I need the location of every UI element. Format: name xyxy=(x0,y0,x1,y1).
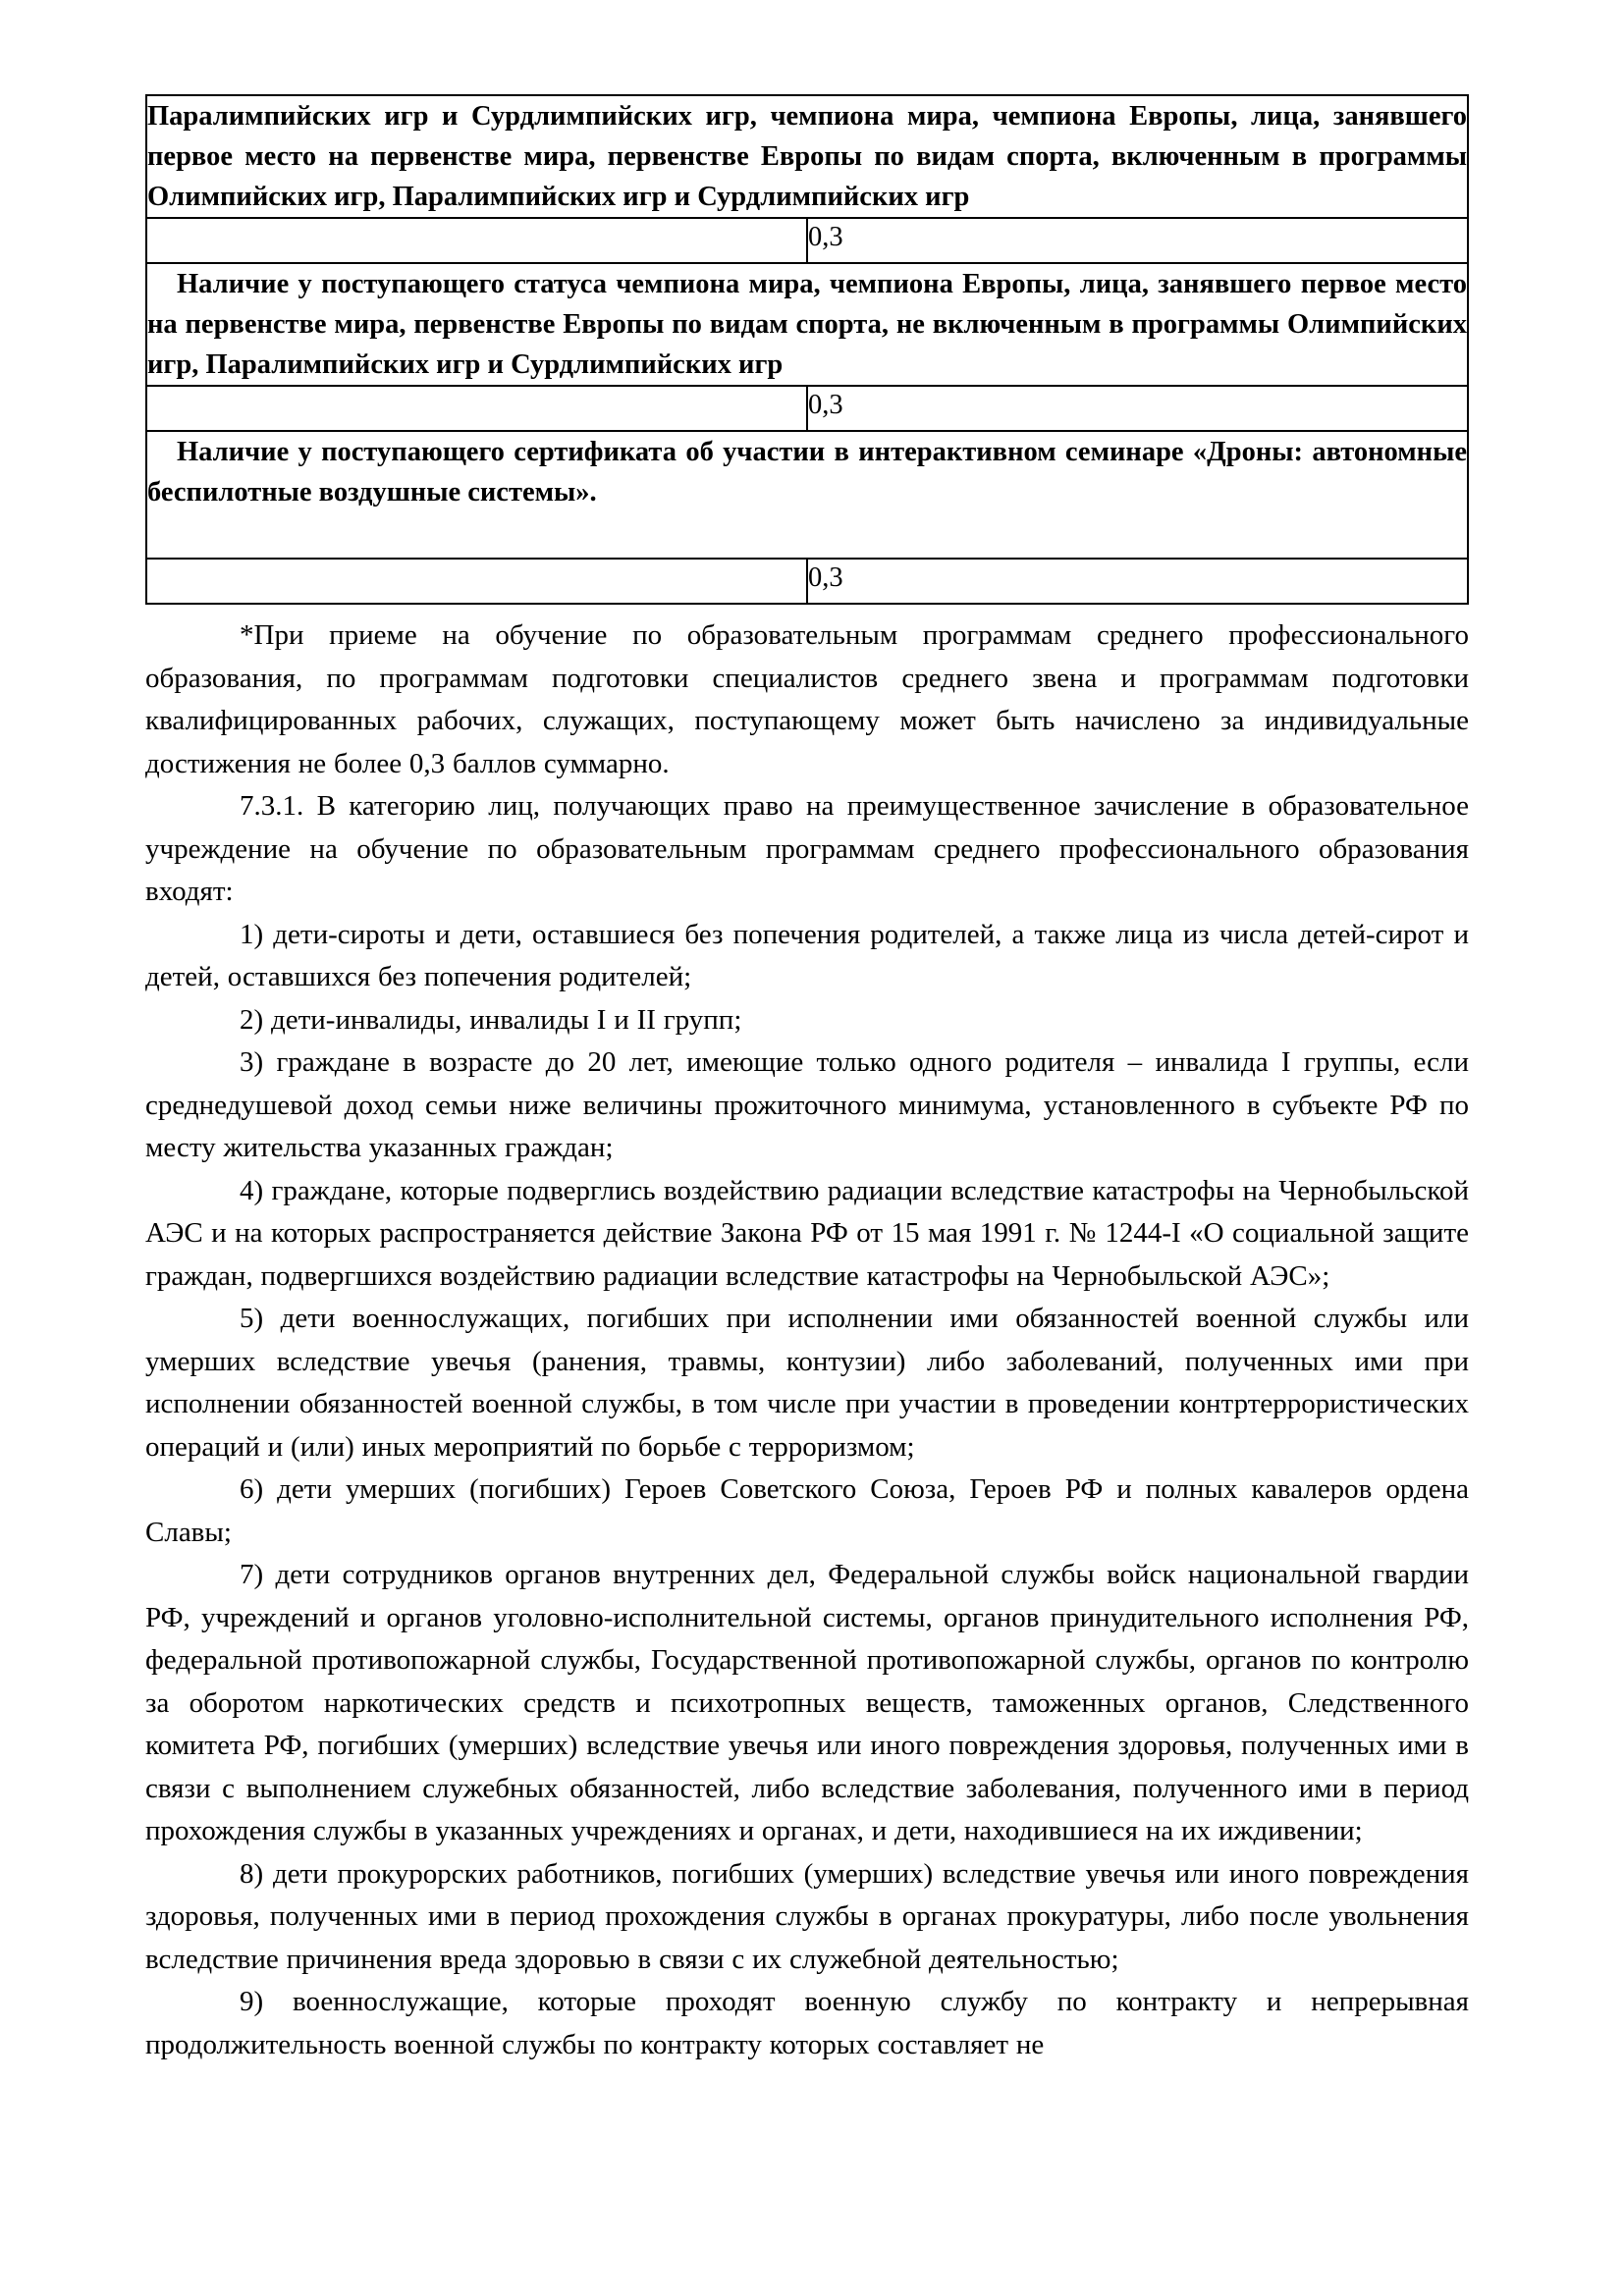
list-item-7: 7) дети сотрудников органов внутренних дел, Федеральной службы войск национальной гвардии РФ, учреждений и органов уголовно-исполнительной системы, органов принудительного исполнения РФ, федеральной противопожарной службы, Государственной противопожарной службы, органов по контролю за оборотом наркотических средств и психотропных веществ, таможенных органов, Следственного комитета РФ, погибших (умерших) вследствие увечья или иного повреждения здоровья, полученных ими в связи с выполнением служебных обязанностей, либо вследствие заболевания, полученного ими в период прохождения службы в указанных учреждениях и органах, и дети, находившиеся на их иждивении; xyxy=(145,1559,1469,1847)
criterion-cell-olympic-included: Паралимпийских игр и Сурдлимпийских игр, чемпиона мира, чемпиона Европы, лица, занявшего первое место на первенстве мира, первенстве Европы по видам спорта, включенным в программы Олимпийских игр, Паралимпийских игр и Сурдлимпийских игр xyxy=(146,95,1468,218)
list-item-5: 5) дети военнослужащих, погибших при исполнении ими обязанностей военной службы или умерших вследствие увечья (ранения, травмы, контузии) либо заболеваний, полученных ими при исполнении обязанностей военной службы, в том числе при участии в проведении контртеррористических операций и (или) иных мероприятий по борьбе с терроризмом; xyxy=(145,1303,1469,1463)
list-item-3: 3) граждане в возрасте до 20 лет, имеющие только одного родителя – инвалида I группы, если среднедушевой доход семьи ниже величины прожиточного минимума, установленного в субъекте РФ по месту жительства указанных граждан; xyxy=(145,1046,1469,1164)
table-row xyxy=(146,263,1468,386)
score-value-cell-3: 0,3 xyxy=(807,559,1468,604)
individual-achievements-scores-table xyxy=(145,94,1469,605)
table-row xyxy=(146,218,1468,263)
table-row xyxy=(146,431,1468,559)
paragraph-footnote-scoring-limit: *При приеме на обучение по образовательным программам среднего профессионального образования, по программам подготовки специалистов среднего звена и программам подготовки квалифицированных рабочих, служащих, поступающему может быть начислено за индивидуальные достижения не более 0,3 баллов суммарно. xyxy=(145,619,1469,779)
score-value-cell-2: 0,3 xyxy=(807,386,1468,431)
table-row xyxy=(146,95,1468,218)
list-item-9: 9) военнослужащие, которые проходят военную службу по контракту и непрерывная продолжительность военной службы по контракту которых составляет не xyxy=(145,1986,1469,2060)
score-empty-cell-1 xyxy=(146,218,807,263)
list-item-4: 4) граждане, которые подверглись воздействию радиации вследствие катастрофы на Чернобыльской АЭС и на которых распространяется действие Закона РФ от 15 мая 1991 г. № 1244-I «О социальной защите граждан, подвергшихся воздействию радиации вследствие катастрофы на Чернобыльской АЭС»; xyxy=(145,1174,1469,1292)
list-item-8: 8) дети прокурорских работников, погибших (умерших) вследствие увечья или иного повреждения здоровья, полученных ими в период прохождения службы в органах прокуратуры, либо после увольнения вследствие причинения вреда здоровью в связи с их служебной деятельностью; xyxy=(145,1857,1469,1975)
table-body xyxy=(146,95,1468,604)
score-empty-cell-2 xyxy=(146,386,807,431)
paragraph-clause-7-3-1: 7.3.1. В категорию лиц, получающих право на преимущественное зачисление в образовательное учреждение на обучение по образовательным программам среднего профессионального образования входят: xyxy=(145,790,1469,908)
score-value-cell-1: 0,3 xyxy=(807,218,1468,263)
list-item-2: 2) дети-инвалиды, инвалиды I и II групп; xyxy=(240,1003,742,1036)
criterion-cell-drone-seminar: Наличие у поступающего сертификата об участии в интерактивном семинаре «Дроны: автономные беспилотные воздушные системы». xyxy=(146,431,1468,559)
list-item-6: 6) дети умерших (погибших) Героев Советского Союза, Героев РФ и полных кавалеров ордена Славы; xyxy=(145,1473,1469,1548)
criterion-cell-non-olympic: Наличие у поступающего статуса чемпиона мира, чемпиона Европы, лица, занявшего первое место на первенстве мира, первенстве Европы по видам спорта, не включенным в программы Олимпийских игр, Паралимпийских игр и Сурдлимпийских игр xyxy=(146,263,1468,386)
table-row xyxy=(146,386,1468,431)
table-row xyxy=(146,559,1468,604)
list-item-1: 1) дети-сироты и дети, оставшиеся без попечения родителей, а также лица из числа детей-сирот и детей, оставшихся без попечения родителей; xyxy=(145,918,1469,993)
body-text-block xyxy=(145,614,1469,2066)
score-empty-cell-3 xyxy=(146,559,807,604)
page-content xyxy=(145,94,1469,2066)
